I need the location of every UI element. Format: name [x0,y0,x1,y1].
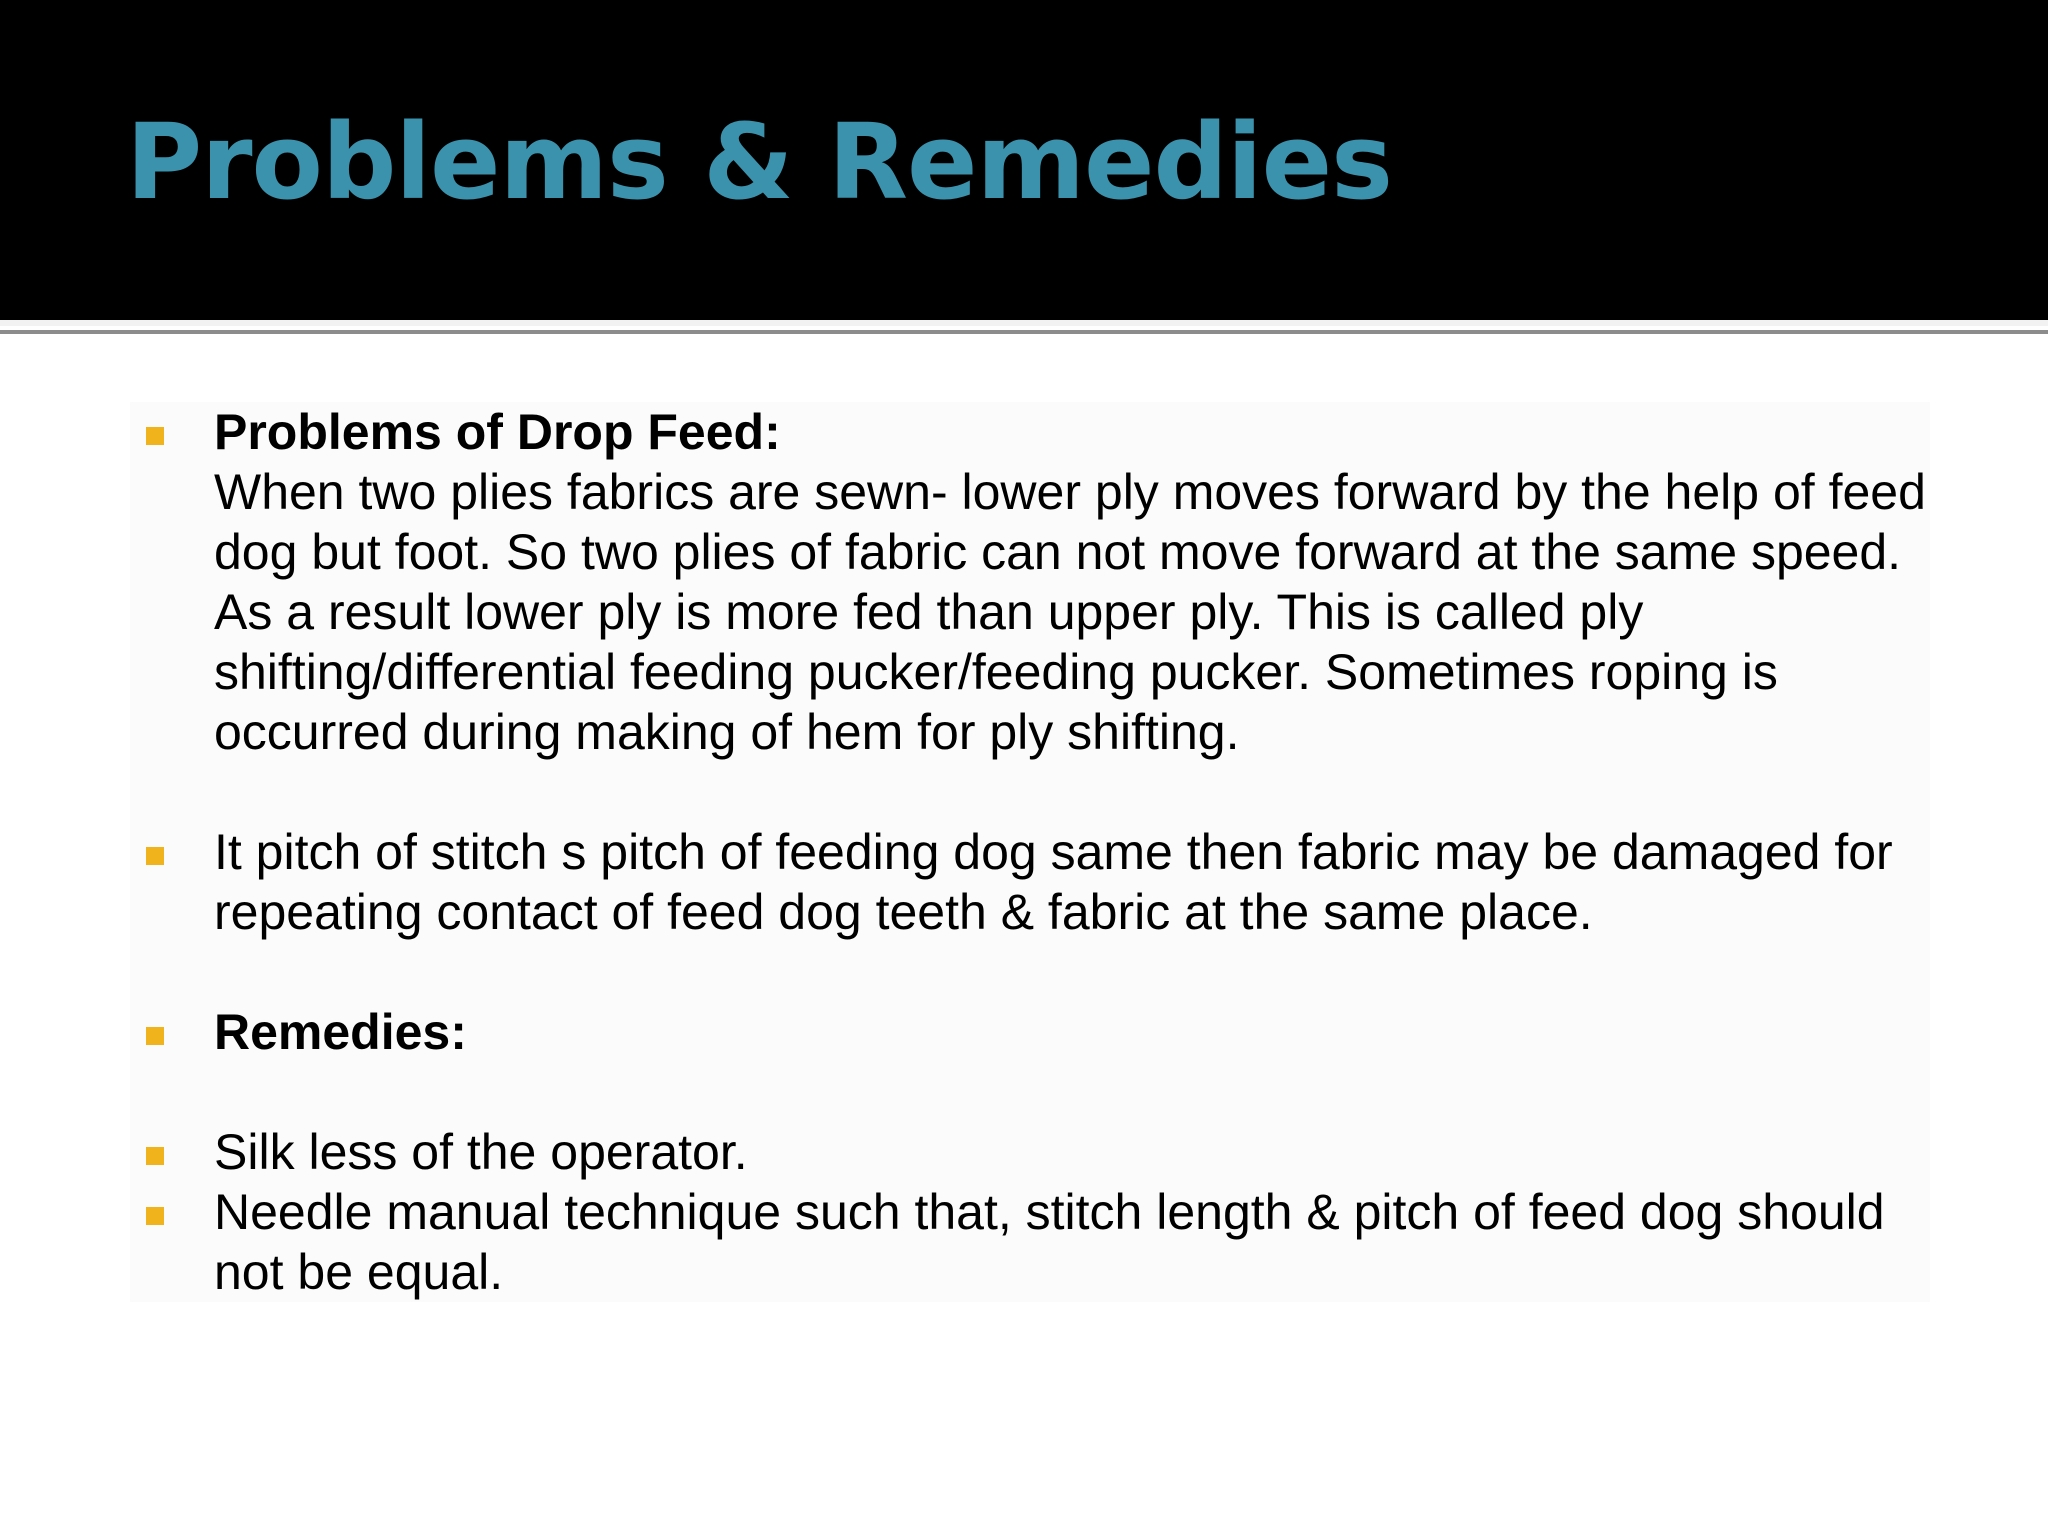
bullet-text: It pitch of stitch s pitch of feeding dog same then fabric may be damaged for repeating contact of feed dog teeth & fabric at the same place. [214,824,1893,940]
bullet-heading: Remedies: [214,1004,467,1060]
spacer [130,942,1930,1002]
spacer [130,762,1930,822]
bullet-text: Silk less of the operator. [214,1124,748,1180]
spacer [130,1062,1930,1122]
square-bullet-icon [146,847,164,865]
slide-header [0,0,2048,320]
square-bullet-icon [146,1027,164,1045]
bullet-silk-less [130,1122,1930,1182]
bullet-pitch-of-stitch [130,822,1930,942]
square-bullet-icon [146,1207,164,1225]
slide-title: Problems & Remedies [126,101,1393,223]
slide-content [130,402,1930,1302]
bullet-problems-of-drop-feed [130,402,1930,762]
square-bullet-icon [146,427,164,445]
header-divider-band [0,320,2048,326]
bullet-text: When two plies fabrics are sewn- lower ply moves forward by the help of feed dog but foot. So two plies of fabric can not move forward at the same speed. As a result lower ply is more fed than upper ply. This is called ply shifting/differential feeding pucker/feeding pucker. Sometimes roping is occurred during making of hem for ply shifting. [214,464,1926,760]
square-bullet-icon [146,1147,164,1165]
bullet-needle-manual [130,1182,1930,1302]
header-divider-line [0,330,2048,334]
bullet-remedies [130,1002,1930,1062]
bullet-text: Needle manual technique such that, stitch length & pitch of feed dog should not be equal. [214,1184,1885,1300]
bullet-heading: Problems of Drop Feed: [214,404,781,460]
